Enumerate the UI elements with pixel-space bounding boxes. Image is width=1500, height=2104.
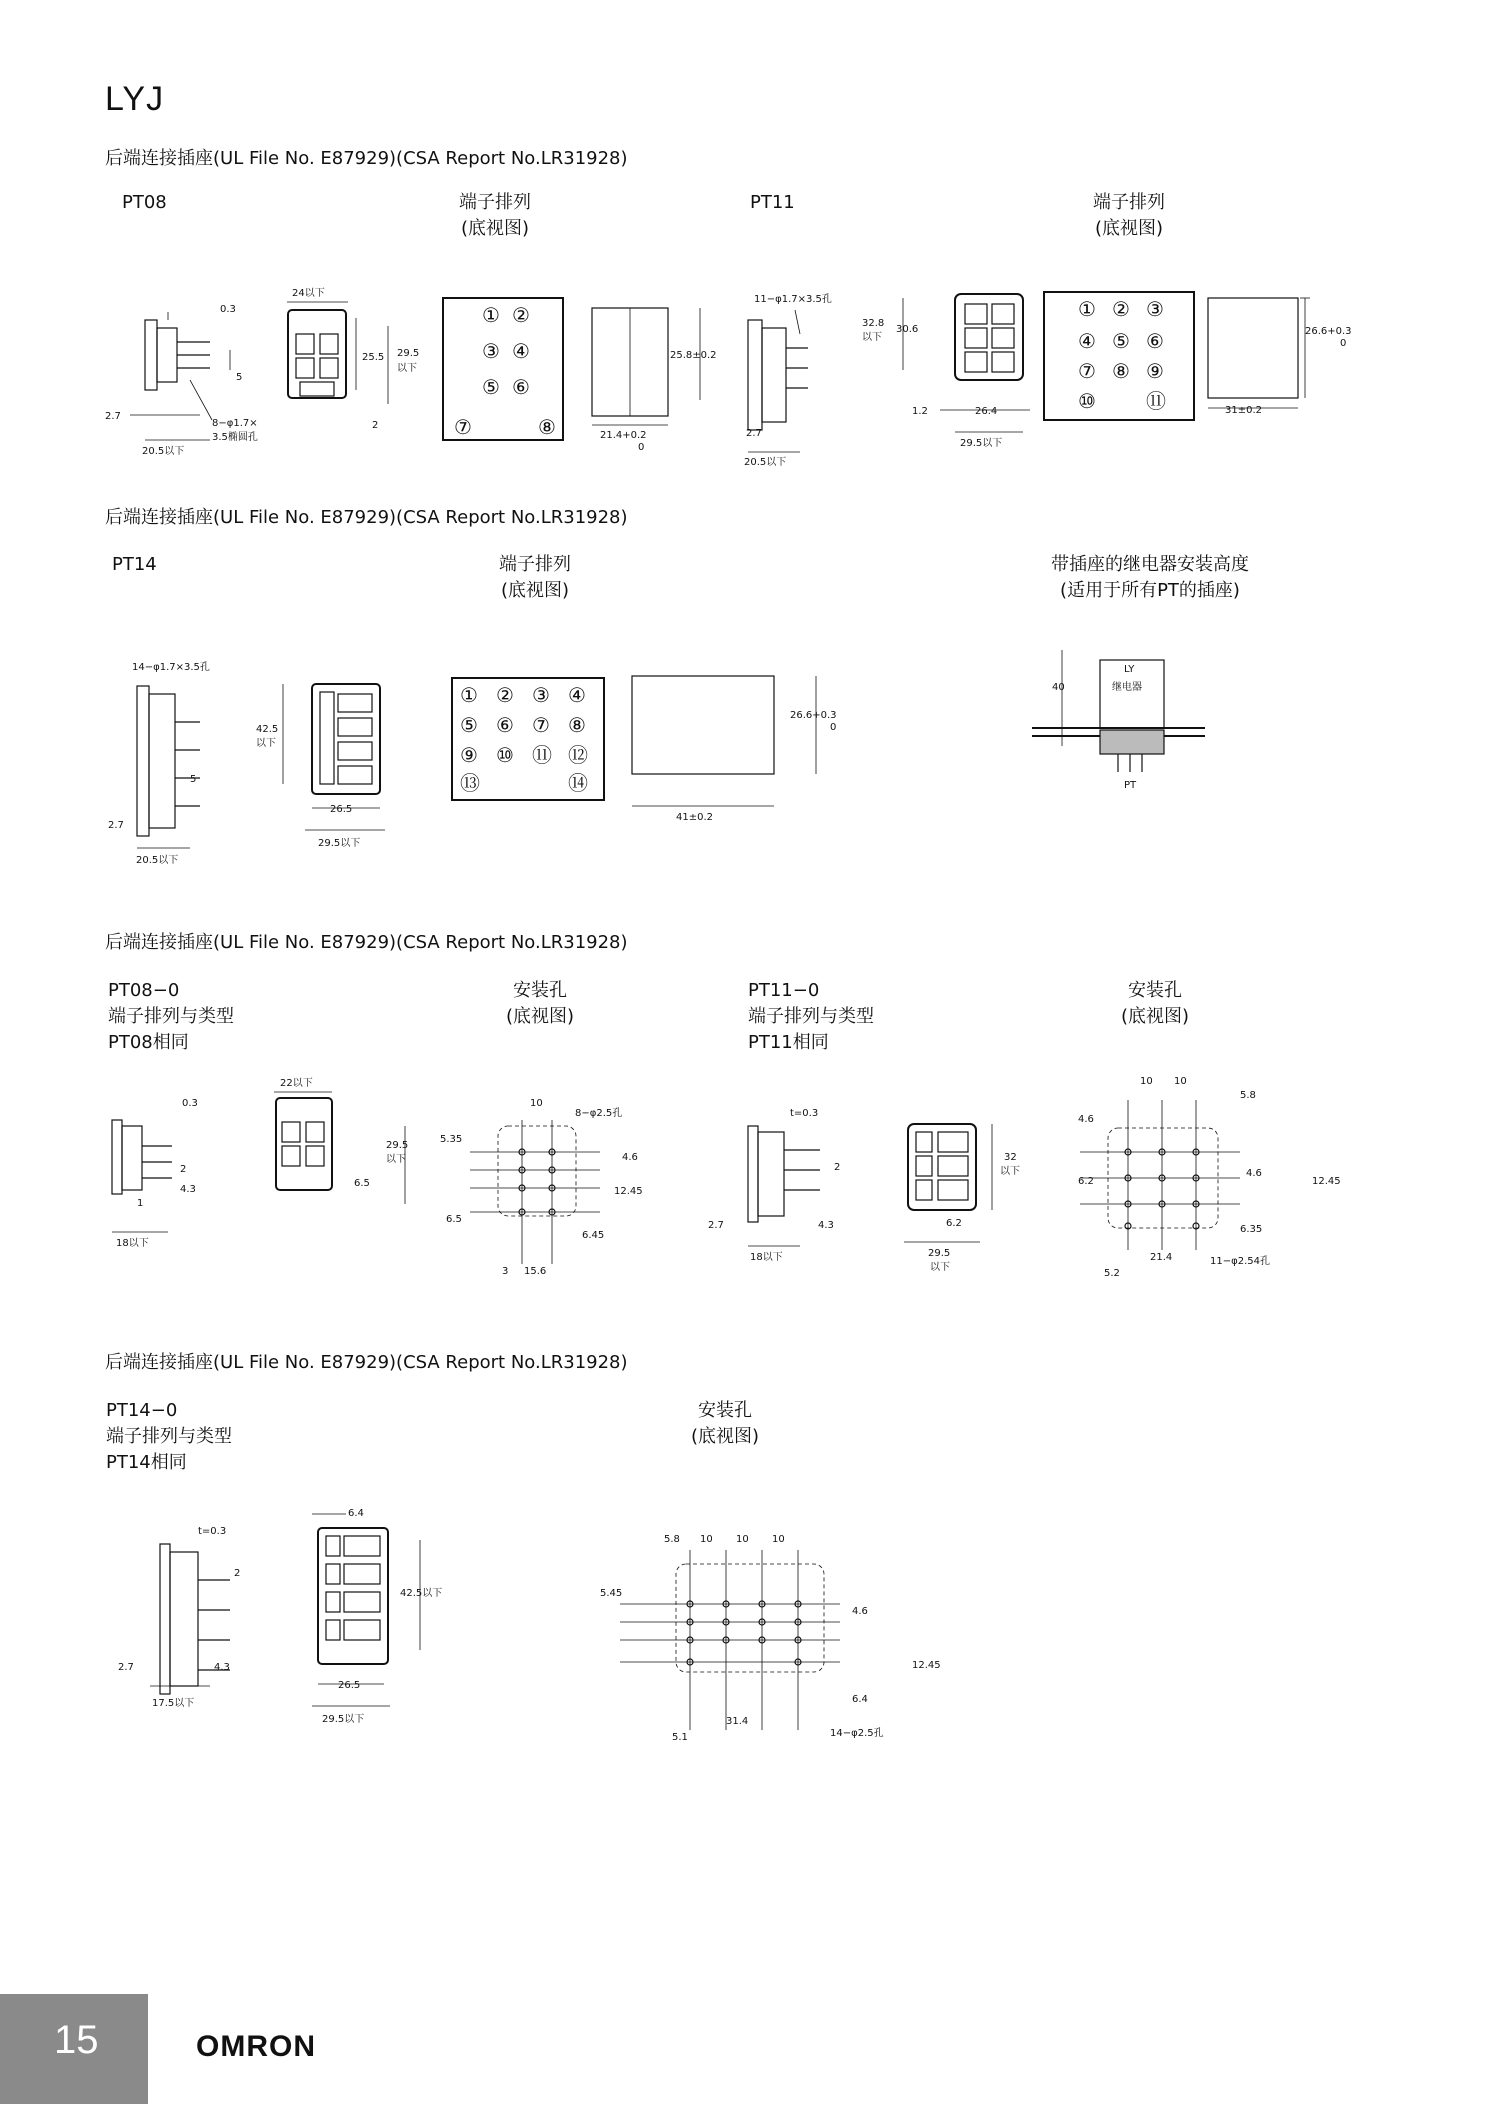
dim-5-1-s4: 5.1 bbox=[672, 1732, 688, 1743]
dim-24: 24以下 bbox=[292, 288, 325, 299]
dim-12-45-s3: 12.45 bbox=[614, 1186, 643, 1197]
dim-25-5: 25.5 bbox=[362, 352, 385, 363]
terminal-pin-label: ⑩ bbox=[1078, 389, 1096, 413]
label-ly: LY bbox=[1124, 664, 1135, 675]
pt08-0-side-view bbox=[112, 1098, 198, 1249]
dim-29-5-pt11: 29.5以下 bbox=[960, 438, 1003, 449]
pt08-side-view bbox=[105, 304, 258, 457]
terminal-pin-label: ② bbox=[512, 303, 530, 327]
pt14-side-view bbox=[108, 660, 210, 866]
terminal-pin-label: ⑨ bbox=[1146, 359, 1164, 383]
relay-mounting-height bbox=[1032, 650, 1205, 791]
dim-t-s4: t=0.3 bbox=[198, 1526, 227, 1537]
dim-2-7-pt11-0: 2.7 bbox=[708, 1220, 724, 1231]
dim-4-6b-pt11-0: 4.6 bbox=[1246, 1168, 1262, 1179]
section-title-1: 后端连接插座(UL File No. E87929)(CSA Report No.LR31928) bbox=[105, 148, 628, 169]
dim-4-6-pt11-0: 4.6 bbox=[1078, 1114, 1094, 1125]
terminal-pin-label: ⑧ bbox=[1112, 359, 1130, 383]
dim-10b-s3: 10 bbox=[1174, 1076, 1187, 1087]
pt14-0-mounting-holes bbox=[600, 1534, 941, 1743]
dim-32-s3: 32 bbox=[1004, 1152, 1017, 1163]
dim-2: 2 bbox=[372, 420, 379, 431]
page-title: LYJ bbox=[105, 80, 165, 118]
label-pt08: PT08 bbox=[122, 192, 167, 213]
dim-yx-s3: 以下 bbox=[386, 1154, 406, 1165]
dim-1-2: 1.2 bbox=[912, 406, 928, 417]
pt11-front-view bbox=[862, 294, 1030, 449]
label-pt08-0-block bbox=[108, 978, 234, 1056]
dim-4-3-pt11-0: 4.3 bbox=[818, 1220, 834, 1231]
dim-18-pt11-0: 18以下 bbox=[750, 1252, 783, 1263]
dim-yx-pt11-0: 以下 bbox=[1000, 1166, 1020, 1177]
label-pt14-0: PT14−0 bbox=[106, 1400, 178, 1421]
dim-yx-pt11: 以下 bbox=[862, 332, 882, 343]
pt08-0-front-view bbox=[274, 1077, 408, 1204]
terminal-pin-label: ⑥ bbox=[496, 713, 514, 737]
height-title: 带插座的继电器安装高度 bbox=[1051, 554, 1249, 575]
terminal-pin-label: ① bbox=[1078, 297, 1096, 321]
dim-10b-s4: 10 bbox=[736, 1534, 749, 1545]
pt14-0-side-view bbox=[118, 1526, 240, 1709]
page-number: 15 bbox=[54, 2018, 99, 2062]
dim-hole-11: 11−φ1.7×3.5孔 bbox=[754, 294, 832, 305]
dim-6-2-pt11-0: 6.2 bbox=[1078, 1176, 1094, 1187]
dim-yx2-pt11-0: 以下 bbox=[930, 1262, 950, 1273]
terminal-pin-label: ⑬ bbox=[460, 771, 480, 795]
dim-31: 31±0.2 bbox=[1225, 405, 1263, 416]
terminal-pin-label: ⑧ bbox=[538, 415, 556, 439]
label-mounting-hole-1 bbox=[485, 978, 595, 1030]
pt14-panel-cutout bbox=[632, 676, 837, 823]
dim-26-4: 26.4 bbox=[975, 406, 998, 417]
dim-2-7: 2.7 bbox=[105, 411, 121, 422]
dim-0-pt11: 0 bbox=[1340, 338, 1347, 349]
dim-42-5-s4: 42.5以下 bbox=[400, 1588, 443, 1599]
dim-41: 41±0.2 bbox=[676, 812, 714, 823]
dim-30-6: 30.6 bbox=[896, 324, 919, 335]
label-mounting-height bbox=[1010, 552, 1290, 604]
dim-20-5-pt11: 20.5以下 bbox=[744, 457, 787, 468]
dim-18-s3: 18以下 bbox=[116, 1238, 149, 1249]
brand-logo: OMRON bbox=[196, 2030, 316, 2063]
terminal-pin-label: ⑪ bbox=[1146, 389, 1166, 413]
mount-title: 安装孔 bbox=[1128, 980, 1182, 1001]
dim-29-5-s3: 29.5 bbox=[386, 1140, 409, 1151]
pt08-front-view bbox=[287, 287, 419, 431]
terminal-pin-label: ⑩ bbox=[496, 743, 514, 767]
pt08-panel-cutout bbox=[592, 308, 717, 453]
terminal-pin-label: ⑤ bbox=[482, 375, 500, 399]
terminal-pin-label: ⑤ bbox=[1112, 329, 1130, 353]
terminal-pin-label: ⑧ bbox=[568, 713, 586, 737]
dim-6-2-s3: 6.2 bbox=[946, 1218, 962, 1229]
section1-drawings bbox=[0, 270, 1500, 490]
terminal-pin-label: ⑦ bbox=[454, 415, 472, 439]
terminal-pin-label: ⑫ bbox=[568, 743, 588, 767]
label-terminal-arrangement-1 bbox=[430, 190, 560, 242]
dim-31-4-s4: 31.4 bbox=[726, 1716, 749, 1727]
section2-drawings bbox=[0, 650, 1500, 880]
terminal-pin-label: ③ bbox=[532, 683, 550, 707]
dim-12-45-s4: 12.45 bbox=[912, 1660, 941, 1671]
terminal-pin-label: ⑪ bbox=[532, 743, 552, 767]
dim-29-5-pt11-0: 29.5 bbox=[928, 1248, 951, 1259]
dim-0-pt14: 0 bbox=[830, 722, 837, 733]
dim-26-6: 26.6+0.3 bbox=[1305, 326, 1352, 337]
dim-5-pt14: 5 bbox=[190, 774, 197, 785]
terminal-pin-label: ④ bbox=[568, 683, 586, 707]
label-same-pt14: PT14相同 bbox=[106, 1452, 187, 1473]
label-pt14-0-block bbox=[106, 1398, 232, 1476]
pt11-terminal-box bbox=[1044, 292, 1194, 420]
dim-hole-s3: 8−φ2.5孔 bbox=[575, 1108, 623, 1119]
dim-17-5-s4: 17.5以下 bbox=[152, 1698, 195, 1709]
pt08-0-mounting-holes bbox=[440, 1098, 643, 1277]
dim-21-4-s3: 21.4 bbox=[1150, 1252, 1173, 1263]
dim-hole-s4: 14−φ2.5孔 bbox=[830, 1728, 884, 1739]
label-pt11-0-block bbox=[748, 978, 874, 1056]
dim-4-3-s3: 4.3 bbox=[180, 1184, 196, 1195]
terminal-pin-label: ⑥ bbox=[1146, 329, 1164, 353]
section-title-3: 后端连接插座(UL File No. E87929)(CSA Report No.LR31928) bbox=[105, 932, 628, 953]
terminal-pin-label: ⑥ bbox=[512, 375, 530, 399]
label-same-pt08: PT08相同 bbox=[108, 1032, 189, 1053]
terminal-pin-label: ① bbox=[482, 303, 500, 327]
dim-10a-s3: 10 bbox=[1140, 1076, 1153, 1087]
dim-6-4-hole-s4: 6.4 bbox=[852, 1694, 868, 1705]
term-title: 端子排列 bbox=[499, 554, 571, 575]
dim-4-6-s3: 4.6 bbox=[622, 1152, 638, 1163]
dim-12-45-pt11-0: 12.45 bbox=[1312, 1176, 1341, 1187]
dim-29-5-s4: 29.5以下 bbox=[322, 1714, 365, 1725]
dim-10c-s4: 10 bbox=[772, 1534, 785, 1545]
pt11-0-front-view bbox=[904, 1124, 1020, 1273]
dim-5-8-s3: 5.8 bbox=[1240, 1090, 1256, 1101]
dim-10-s3: 10 bbox=[530, 1098, 543, 1109]
mount-sub: (底视图) bbox=[505, 1006, 575, 1027]
dim-4-3-s4: 4.3 bbox=[214, 1662, 230, 1673]
terminal-pin-label: ③ bbox=[482, 339, 500, 363]
label-mounting-hole-2 bbox=[1100, 978, 1210, 1030]
dim-6-45-s3: 6.45 bbox=[582, 1230, 605, 1241]
label-pt11-0: PT11−0 bbox=[748, 980, 820, 1001]
page-number-box bbox=[0, 1994, 148, 2104]
terminal-pin-label: ⑦ bbox=[532, 713, 550, 737]
label-terminal-arrangement-3 bbox=[470, 552, 600, 604]
mount-sub: (底视图) bbox=[690, 1426, 760, 1447]
label-pt: PT bbox=[1124, 780, 1137, 791]
term-title: 端子排列 bbox=[1093, 192, 1165, 213]
mount-title: 安装孔 bbox=[513, 980, 567, 1001]
dim-26-5-s4: 26.5 bbox=[338, 1680, 361, 1691]
dim-26-5-pt14: 26.5 bbox=[330, 804, 353, 815]
dim-5-35-s3: 5.35 bbox=[440, 1134, 463, 1145]
dim-3-s3: 3 bbox=[502, 1266, 509, 1277]
dim-0: 0 bbox=[638, 442, 645, 453]
dim-6-4-s4: 6.4 bbox=[348, 1508, 364, 1519]
dim-10a-s4: 10 bbox=[700, 1534, 713, 1545]
terminal-pin-label: ② bbox=[496, 683, 514, 707]
dim-yx-pt14: 以下 bbox=[256, 738, 276, 749]
dim-22-s3: 22以下 bbox=[280, 1078, 313, 1089]
dim-5: 5 bbox=[236, 372, 243, 383]
mount-sub: (底视图) bbox=[1120, 1006, 1190, 1027]
dim-42-5: 42.5 bbox=[256, 724, 279, 735]
pt14-0-front-view bbox=[312, 1508, 442, 1725]
terminal-pin-label: ④ bbox=[512, 339, 530, 363]
label-relay: 继电器 bbox=[1112, 682, 1142, 693]
dim-26-6-pt14: 26.6+0.3 bbox=[790, 710, 837, 721]
section3-drawings bbox=[0, 1070, 1500, 1290]
dim-0-3: 0.3 bbox=[220, 304, 236, 315]
dim-0-3-s3: 0.3 bbox=[182, 1098, 198, 1109]
dim-20-5: 20.5以下 bbox=[142, 446, 185, 457]
dim-hole-14: 14−φ1.7×3.5孔 bbox=[132, 662, 210, 673]
terminal-pin-label: ② bbox=[1112, 297, 1130, 321]
term-sub: (底视图) bbox=[460, 218, 530, 239]
dim-6-5-s3: 6.5 bbox=[354, 1178, 370, 1189]
term-title: 端子排列 bbox=[459, 192, 531, 213]
dim-1-s3: 1 bbox=[137, 1198, 144, 1209]
pt11-0-side-view bbox=[708, 1108, 840, 1263]
label-same-pt11: PT11相同 bbox=[748, 1032, 829, 1053]
dim-5-45-s4: 5.45 bbox=[600, 1588, 623, 1599]
term-sub: (底视图) bbox=[1094, 218, 1164, 239]
label-terminal-arrangement-2 bbox=[1064, 190, 1194, 242]
terminal-pin-label: ④ bbox=[1078, 329, 1096, 353]
dim-40: 40 bbox=[1052, 682, 1065, 693]
label-type: 端子排列与类型 bbox=[108, 1006, 234, 1027]
dim-2-7-pt14: 2.7 bbox=[108, 820, 124, 831]
dim-t-s3: t=0.3 bbox=[790, 1108, 819, 1119]
dim-5-2-s3: 5.2 bbox=[1104, 1268, 1120, 1279]
dim-2-7-pt11: 2.7 bbox=[746, 428, 762, 439]
terminal-pin-label: ⑭ bbox=[568, 771, 588, 795]
section-title-4: 后端连接插座(UL File No. E87929)(CSA Report No.LR31928) bbox=[105, 1352, 628, 1373]
dim-25-8: 25.8±0.2 bbox=[670, 350, 717, 361]
label-mounting-hole-3 bbox=[670, 1398, 780, 1450]
pt14-terminal-box bbox=[452, 678, 604, 800]
terminal-pin-label: ⑤ bbox=[460, 713, 478, 737]
terminal-pin-label: ① bbox=[460, 683, 478, 707]
pt11-panel-cutout bbox=[1208, 298, 1352, 416]
label-pt14: PT14 bbox=[112, 554, 157, 575]
pt08-terminal-box bbox=[443, 298, 563, 440]
pt11-side-view bbox=[744, 292, 832, 468]
dim-2-7-s4: 2.7 bbox=[118, 1662, 134, 1673]
terminal-pin-label: ⑨ bbox=[460, 743, 478, 767]
section-title-2: 后端连接插座(UL File No. E87929)(CSA Report No.LR31928) bbox=[105, 507, 628, 528]
label-pt08-0: PT08−0 bbox=[108, 980, 180, 1001]
dim-21-4: 21.4+0.2 bbox=[600, 430, 647, 441]
dim-2-pt11-0: 2 bbox=[834, 1162, 841, 1173]
label-type: 端子排列与类型 bbox=[106, 1426, 232, 1447]
dim-hole-a: 8−φ1.7× bbox=[212, 418, 258, 429]
dim-20-5-pt14: 20.5以下 bbox=[136, 855, 179, 866]
mount-title: 安装孔 bbox=[698, 1400, 752, 1421]
pt14-front-view bbox=[256, 684, 385, 849]
dim-29-5-pt14: 29.5以下 bbox=[318, 838, 361, 849]
terminal-pin-label: ⑦ bbox=[1078, 359, 1096, 383]
dim-6-35-s3: 6.35 bbox=[1240, 1224, 1263, 1235]
dim-5-8-s4: 5.8 bbox=[664, 1534, 680, 1545]
dim-hole-b: 3.5椭圆孔 bbox=[212, 432, 258, 443]
dim-29-5: 29.5 bbox=[397, 348, 420, 359]
dim-32-8: 32.8 bbox=[862, 318, 885, 329]
dim-yx: 以下 bbox=[397, 363, 417, 374]
dim-4-6-s4: 4.6 bbox=[852, 1606, 868, 1617]
section4-drawings bbox=[0, 1500, 1500, 1760]
dim-6-5-hole: 6.5 bbox=[446, 1214, 462, 1225]
terminal-pin-label: ③ bbox=[1146, 297, 1164, 321]
dim-2-s3: 2 bbox=[180, 1164, 187, 1175]
dim-2-s4: 2 bbox=[234, 1568, 241, 1579]
label-pt11: PT11 bbox=[750, 192, 795, 213]
height-sub: (适用于所有PT的插座) bbox=[1060, 580, 1240, 601]
term-sub: (底视图) bbox=[500, 580, 570, 601]
dim-hole-pt11-0: 11−φ2.54孔 bbox=[1210, 1256, 1270, 1267]
label-type: 端子排列与类型 bbox=[748, 1006, 874, 1027]
dim-15-6-s3: 15.6 bbox=[524, 1266, 547, 1277]
pt11-0-mounting-holes bbox=[1078, 1076, 1341, 1279]
